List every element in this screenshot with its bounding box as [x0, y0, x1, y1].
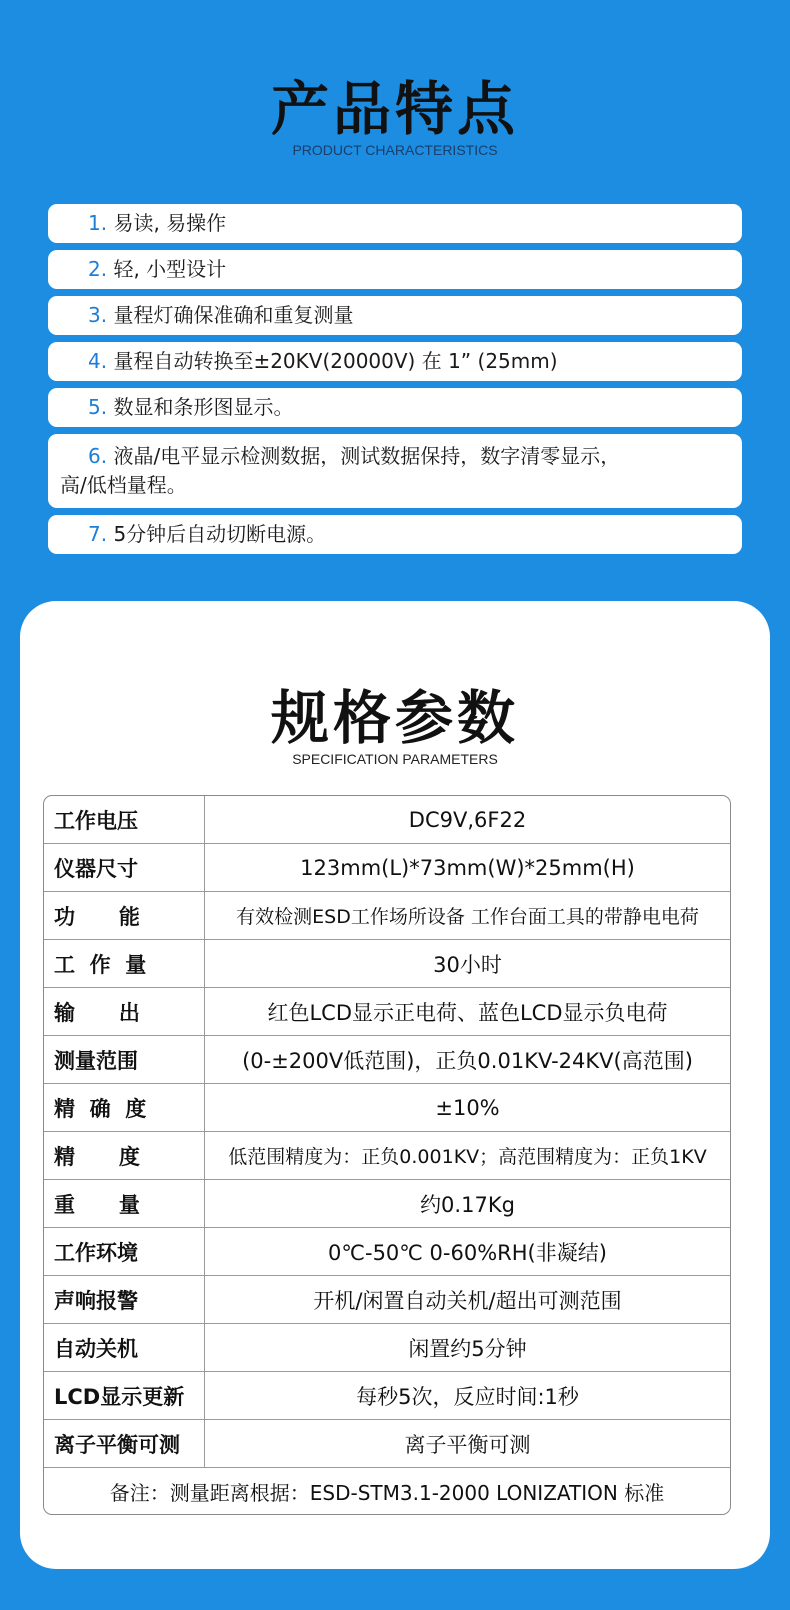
- list-item: [48, 342, 742, 381]
- table-row: [44, 940, 730, 988]
- specs-title: 规格参数: [270, 684, 519, 752]
- specs-subtitle: SPECIFICATION PARAMETERS: [292, 751, 498, 767]
- table-note: 备注：测量距离根据：ESD-STM3.1-2000 LONIZATION 标准: [109, 1480, 665, 1505]
- param-name: 工 作 量: [44, 940, 205, 987]
- table-row: [44, 1276, 730, 1324]
- table-row: [44, 988, 730, 1036]
- features-title: 产品特点: [270, 75, 519, 143]
- item-text: 液晶/电平显示检测数据，测试数据保持，数字清零显示，: [107, 444, 621, 468]
- item-number: 2.: [88, 257, 108, 281]
- item-text-continued: 高/低档量程。: [60, 473, 187, 497]
- param-value: 开机/闲置自动关机/超出可测范围: [313, 1288, 622, 1313]
- item-text: 量程自动转换至±20KV(20000V) 在 1” (25mm): [107, 349, 558, 373]
- param-name: 重 量: [44, 1180, 205, 1227]
- param-name: 工作环境: [44, 1228, 205, 1275]
- param-name: 自动关机: [44, 1324, 205, 1371]
- list-item: [48, 388, 742, 427]
- item-text: 5分钟后自动切断电源。: [107, 522, 327, 546]
- table-row: [44, 1180, 730, 1228]
- item-text: 轻, 小型设计: [107, 257, 227, 281]
- param-value: 闲置约5分钟: [408, 1336, 527, 1361]
- table-row: [44, 1084, 730, 1132]
- list-item: [48, 434, 742, 508]
- table-row: [44, 796, 730, 844]
- param-value: ±10%: [435, 1095, 500, 1120]
- param-value: 红色LCD显示正电荷、蓝色LCD显示负电荷: [267, 1000, 668, 1025]
- table-row: [44, 1372, 730, 1420]
- table-row: [44, 1420, 730, 1468]
- item-number: 6.: [88, 444, 108, 468]
- item-number: 1.: [88, 211, 108, 235]
- list-item: [48, 515, 742, 554]
- param-value: DC9V,6F22: [408, 807, 527, 832]
- param-value: (0-±200V低范围)，正负0.01KV-24KV(高范围): [242, 1048, 693, 1073]
- param-name: LCD显示更新: [44, 1372, 205, 1419]
- param-name: 离子平衡可测: [44, 1420, 205, 1467]
- item-text: 易读, 易操作: [107, 211, 227, 235]
- features-subtitle: PRODUCT CHARACTERISTICS: [292, 142, 498, 158]
- param-name: 测量范围: [44, 1036, 205, 1083]
- param-value: 123mm(L)*73mm(W)*25mm(H): [300, 855, 635, 880]
- list-item: [48, 204, 742, 243]
- table-row: [44, 1228, 730, 1276]
- param-name: 声响报警: [44, 1276, 205, 1323]
- list-item: [48, 250, 742, 289]
- param-name: 精 度: [44, 1132, 205, 1179]
- param-name: 功 能: [44, 892, 205, 939]
- param-value: 30小时: [433, 952, 502, 977]
- item-number: 4.: [88, 349, 108, 373]
- param-name: 输 出: [44, 988, 205, 1035]
- list-item: [48, 296, 742, 335]
- spec-table: [43, 795, 731, 1515]
- param-value: 约0.17Kg: [420, 1192, 515, 1217]
- item-number: 7.: [88, 522, 108, 546]
- param-value: 每秒5次，反应时间:1秒: [356, 1384, 579, 1409]
- param-name: 工作电压: [44, 796, 205, 843]
- spec-card: [20, 601, 770, 1569]
- param-name: 仪器尺寸: [44, 844, 205, 891]
- item-number: 3.: [88, 303, 108, 327]
- param-value: 离子平衡可测: [404, 1432, 531, 1457]
- item-text: 数显和条形图显示。: [107, 395, 294, 419]
- table-row: [44, 1132, 730, 1180]
- table-row: [44, 1036, 730, 1084]
- table-row: [44, 1324, 730, 1372]
- table-row: [44, 892, 730, 940]
- param-value: 低范围精度为：正负0.001KV；高范围精度为：正负1KV: [228, 1146, 707, 1168]
- table-row: [44, 844, 730, 892]
- param-value: 有效检测ESD工作场所设备 工作台面工具的带静电电荷: [236, 906, 699, 928]
- param-value: 0℃-50℃ 0-60%RH(非凝结): [328, 1240, 607, 1265]
- feature-list: [48, 204, 742, 561]
- item-text: 量程灯确保准确和重复测量: [107, 303, 354, 327]
- item-number: 5.: [88, 395, 108, 419]
- param-name: 精 确 度: [44, 1084, 205, 1131]
